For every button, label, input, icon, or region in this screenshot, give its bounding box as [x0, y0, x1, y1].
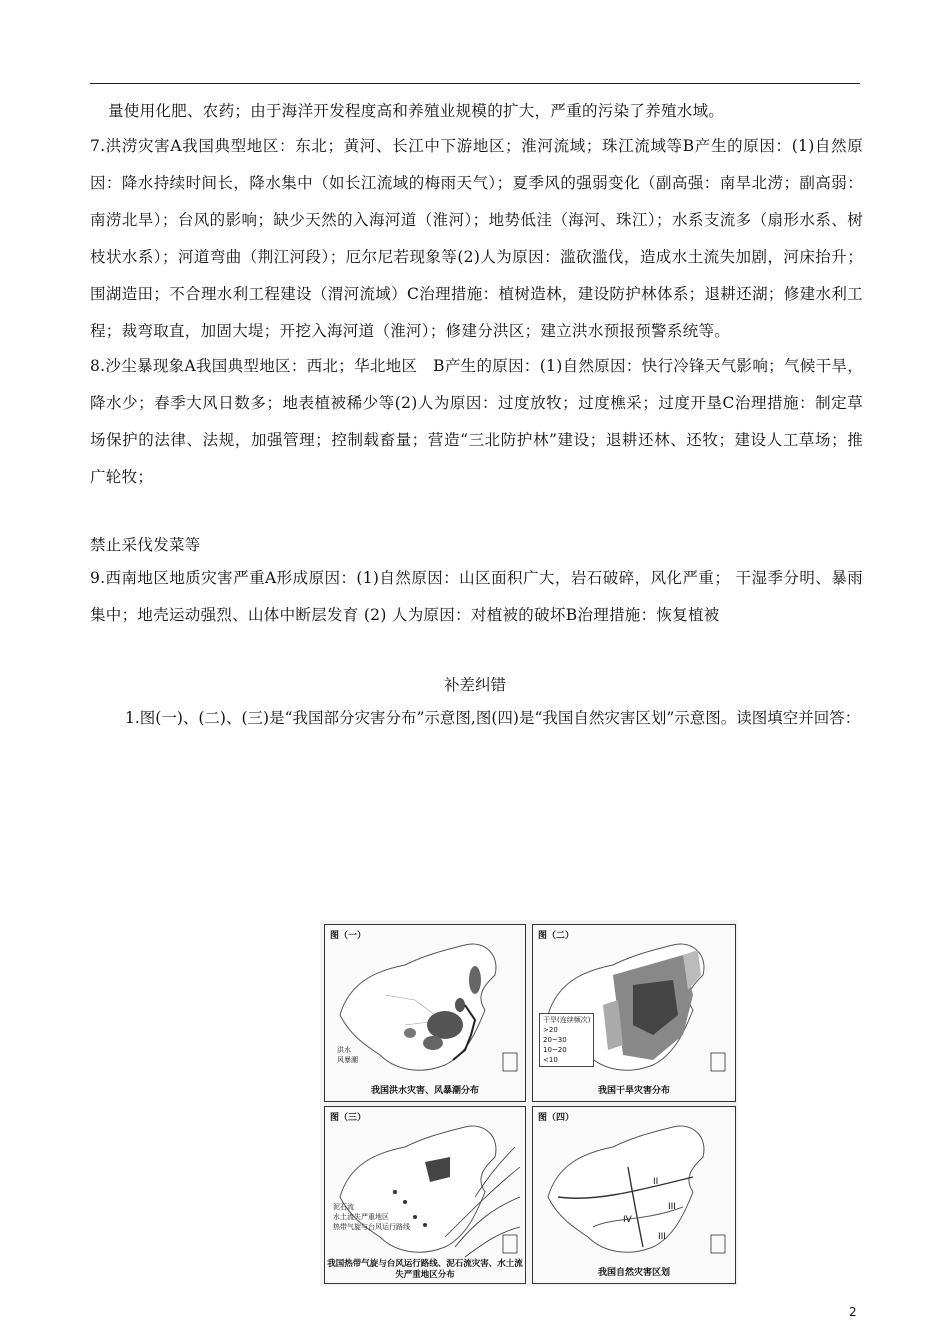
legend-soil-erosion: 水土流失严重地区: [333, 1213, 389, 1221]
disaster-maps-figure: [320, 920, 738, 1286]
panel-1-caption: 我国洪水灾害、风暴潮分布: [370, 1086, 479, 1096]
panel-4-tag: 图（四）: [538, 1113, 575, 1123]
panel-4-caption: 我国自然灾害区划: [597, 1268, 670, 1278]
paragraph-continuation: 量使用化肥、农药；由于海洋开发程度高和养殖业规模的扩大，严重的污染了养殖水域。: [108, 102, 725, 120]
region-label-ii: II: [653, 1177, 659, 1187]
map-2-legend: [539, 1013, 594, 1067]
legend-drought-2: 20~30: [543, 1036, 567, 1044]
map-panel-3: [324, 1106, 526, 1284]
header-rule: [90, 83, 860, 84]
map-3-legend: [333, 1202, 410, 1232]
region-label-iii-b: III: [658, 1232, 666, 1242]
panel-3-tag: 图（三）: [330, 1113, 367, 1123]
legend-drought-title: 干旱(连续频次): [543, 1016, 591, 1024]
legend-typhoon-route: 热带气旋与台风运行路线: [333, 1223, 410, 1231]
map-panel-4: [532, 1106, 736, 1284]
paragraph-ban: 禁止采伐发菜等: [90, 536, 201, 554]
panel-1-tag: 图（一）: [330, 931, 367, 941]
paragraph-item-8: 8.沙尘暴现象A我国典型地区：西北；华北地区 B产生的原因：(1)自然原因：快行冷锋天气影响；气候干旱，降水少；春季大风日数多；地表植被稀少等(2)人为原因：过度放牧；过度樵采；过度开垦C治理措施：制定草场保护的法律、法规，加强管理；控制载畜量；营造“三北防护林”建设；退耕还林、还牧；建设人工草场；推广轮牧；: [90, 357, 863, 486]
page-number: 2: [849, 1305, 857, 1319]
panel-3-caption: 我国热带气旋与台风运行路线、泥石流灾害、水土流失严重地区分布: [327, 1259, 523, 1280]
question-1: 1.图(一)、(二)、(三)是“我国部分灾害分布”示意图,图(四)是“我国自然灾害区划”示意图。读图填空并回答：: [125, 709, 861, 727]
region-label-iii-a: III: [668, 1202, 676, 1212]
legend-flood: 洪水: [337, 1046, 351, 1054]
map-panel-1: [324, 924, 526, 1102]
map-3-graphic: [325, 1107, 525, 1283]
map-panel-2: [532, 924, 736, 1102]
legend-debris-flow: 泥石流: [333, 1203, 354, 1211]
legend-drought-3: 10~20: [543, 1046, 567, 1054]
legend-storm-surge: 风暴潮: [337, 1056, 358, 1064]
panel-2-caption: 我国干旱灾害分布: [597, 1086, 670, 1096]
region-label-iv: IV: [623, 1215, 632, 1225]
map-1-graphic: [325, 925, 525, 1101]
legend-drought-4: <10: [543, 1056, 558, 1064]
section-title: 补差纠错: [443, 676, 506, 694]
panel-2-tag: 图（二）: [538, 931, 575, 941]
map-1-legend: [337, 1045, 358, 1065]
paragraph-item-7: 7.洪涝灾害A我国典型地区：东北；黄河、长江中下游地区；淮河流域；珠江流域等B产生的原因：(1)自然原因：降水持续时间长，降水集中（如长江流域的梅雨天气）；夏季风的强弱变化（副高强：南旱北涝；副高弱：南涝北旱）；台风的影响；缺少天然的入海河道（淮河）；地势低洼（海河、珠江）；水系支流多（扇形水系、树枝状水系）；河道弯曲（荆江河段）；厄尔尼若现象等(2)人为原因：滥砍滥伐，造成水土流失加剧，河床抬升；围湖造田；不合理水利工程建设（渭河流域）C治理措施：植树造林，建设防护林体系；退耕还湖；修建水利工程；裁弯取直，加固大堤；开挖入海河道（淮河）；修建分洪区；建立洪水预报预警系统等。: [90, 137, 863, 340]
paragraph-item-9: 9.西南地区地质灾害严重A形成原因：(1)自然原因：山区面积广大，岩石破碎，风化严重； 干湿季分明、暴雨集中；地壳运动强烈、山体中断层发育 (2) 人为原因：对植被的破坏B治理措施：恢复植被: [90, 569, 863, 624]
map-4-graphic: [533, 1107, 735, 1283]
legend-drought-1: >20: [543, 1026, 558, 1034]
